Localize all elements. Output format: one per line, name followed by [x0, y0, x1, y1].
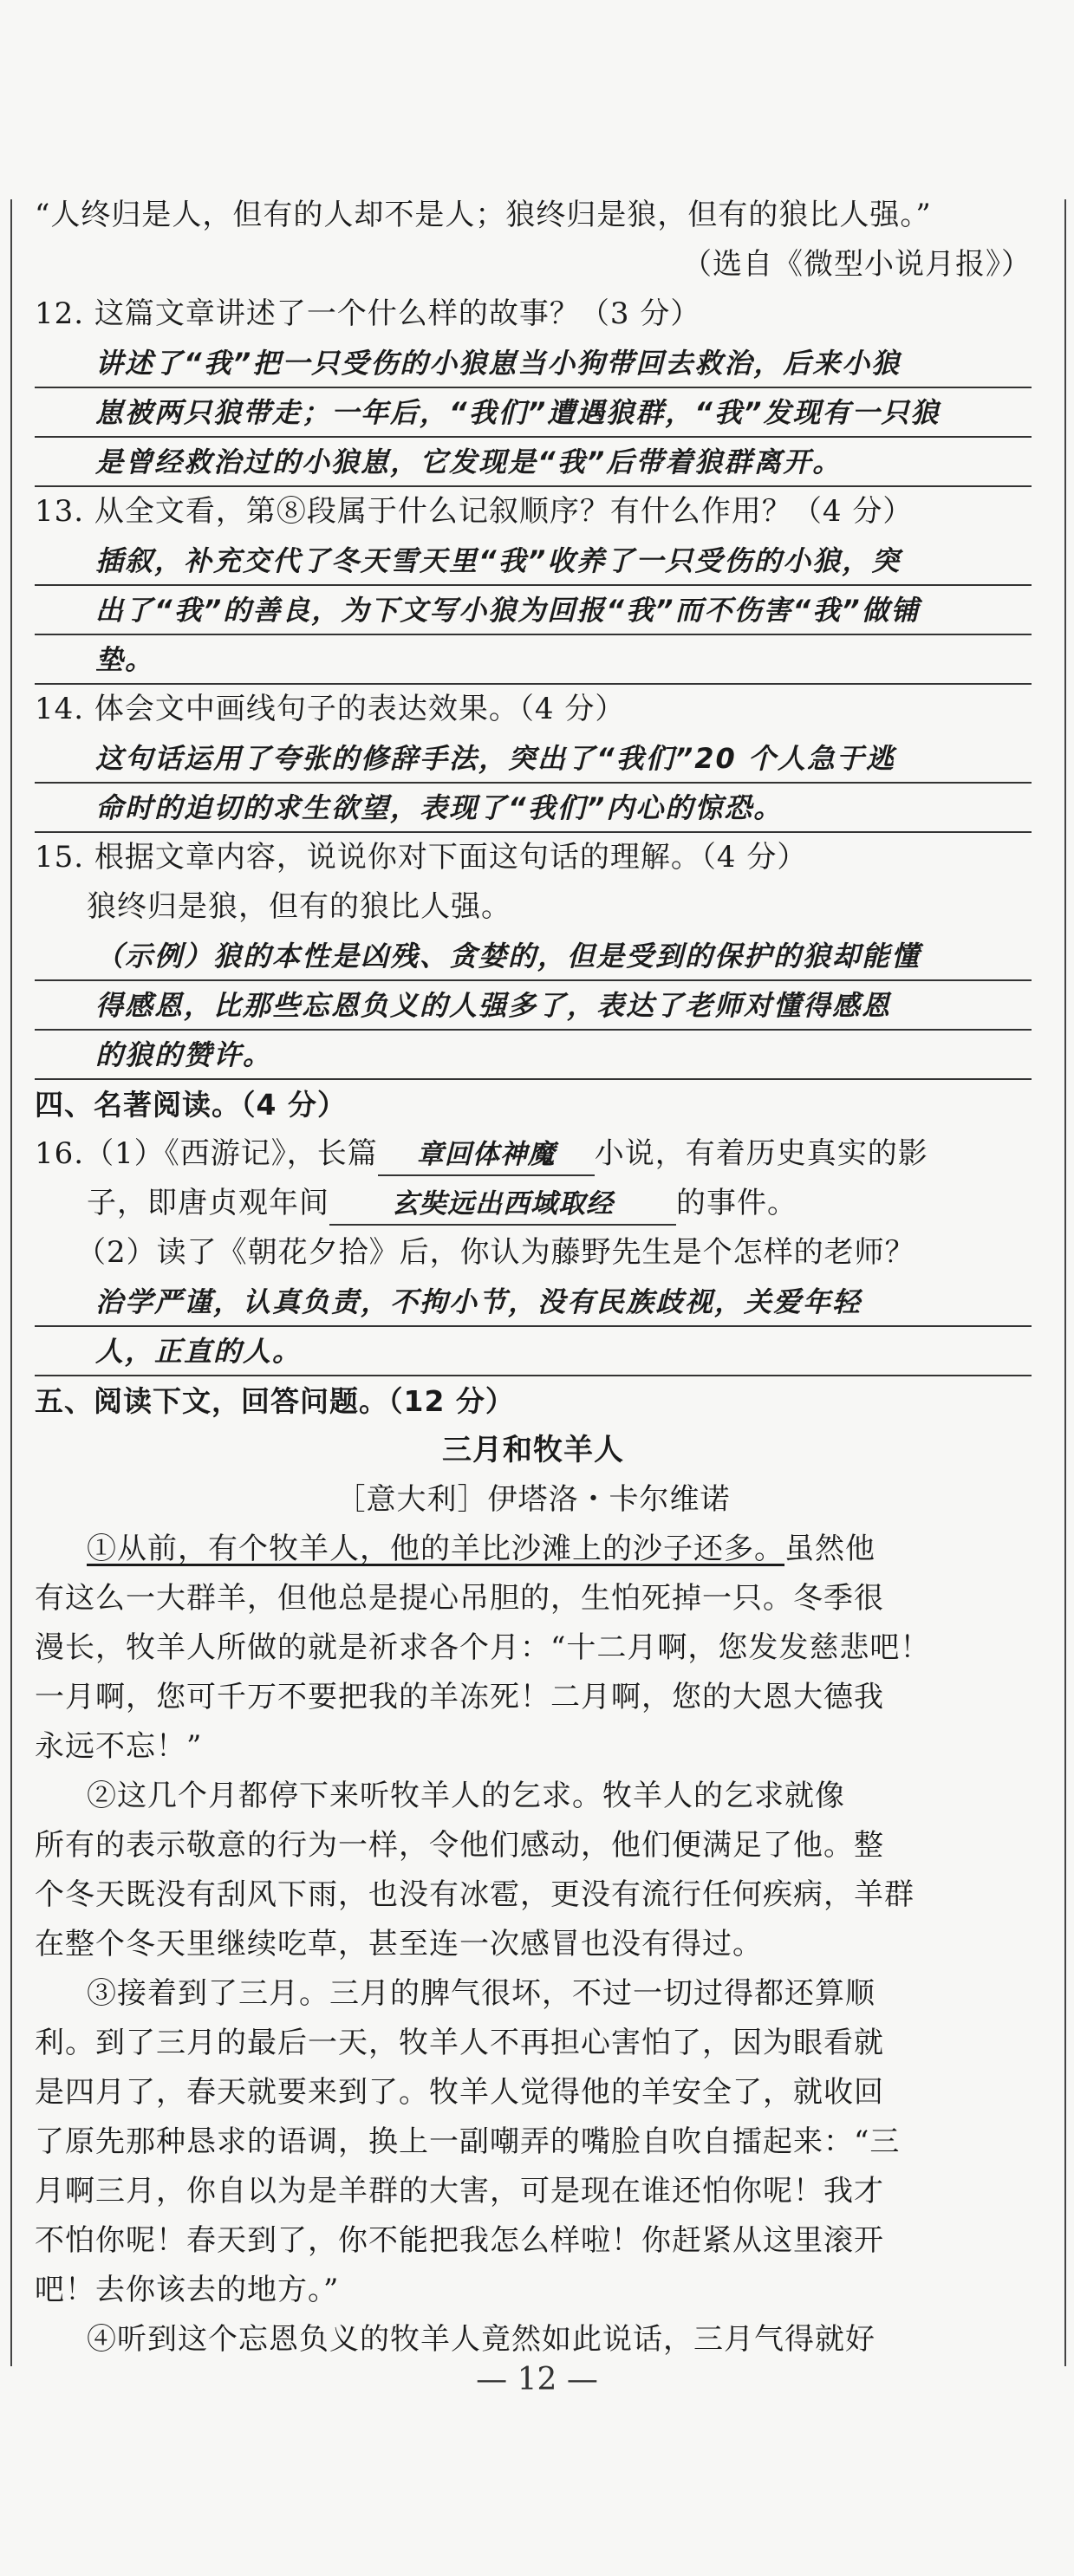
answer-15-line-1: （示例）狼的本性是凶残、贪婪的，但是受到的保护的狼却能懂 — [35, 932, 1032, 981]
answer-14-line-2: 命时的迫切的求生欲望，表现了“我们”内心的惊恐。 — [35, 784, 1032, 833]
answer-16-2-line-1: 治学严谨，认真负责，不拘小节，没有民族歧视，关爱年轻 — [35, 1278, 1032, 1327]
source-line: （选自《微型小说月报》） — [682, 247, 1032, 282]
question-13: 13. 从全文看，第⑧段属于什么记叙顺序？有什么作用？（4 分） — [35, 494, 914, 529]
section-5-heading: 五、阅读下文，回答问题。（12 分） — [35, 1384, 515, 1418]
paragraph-1-line-1 — [35, 1525, 1032, 1574]
answer-12-line-2: 崽被两只狼带走；一年后，“我们”遭遇狼群，“我”发现有一只狼 — [35, 388, 1032, 438]
story-title: 三月和牧羊人 — [442, 1433, 624, 1467]
answer-12-line-3: 是曾经救治过的小狼崽，它发现是“我”后带着狼群离开。 — [35, 438, 1032, 487]
answer-15-line-2: 得感恩，比那些忘恩负义的人强多了，表达了老师对懂得感恩 — [35, 981, 1032, 1031]
underlined-sentence: ①从前，有个牧羊人，他的羊比沙滩上的沙子还多。 — [87, 1532, 784, 1566]
paragraph-3-line-5: 月啊三月，你自以为是羊群的大害，可是现在谁还怕你呢！我才 — [35, 2174, 884, 2208]
question-14: 14. 体会文中画线句子的表达效果。（4 分） — [35, 692, 626, 726]
paragraph-3-line-6: 不怕你呢！春天到了，你不能把我怎么样啦！你赶紧从这里滚开 — [35, 2223, 884, 2258]
right-margin-rule — [1064, 199, 1066, 2366]
answer-12-line-1: 讲述了“我”把一只受伤的小狼崽当小狗带回去救治，后来小狼 — [35, 339, 1032, 388]
question-15: 15. 根据文章内容，说说你对下面这句话的理解。（4 分） — [35, 840, 808, 875]
paragraph-1-line-2: 有这么一大群羊，但他总是提心吊胆的，生怕死掉一只。冬季很 — [35, 1581, 884, 1616]
answer-13-line-3: 垫。 — [35, 635, 1032, 685]
left-margin-rule — [10, 199, 12, 2366]
question-12: 12. 这篇文章讲述了一个什么样的故事？（3 分） — [35, 296, 701, 331]
page-number: — 12 — — [476, 2362, 598, 2397]
answer-16-2-line-2: 人，正直的人。 — [35, 1327, 1032, 1376]
paragraph-4-line-1: ④听到这个忘恩负义的牧羊人竟然如此说话，三月气得就好 — [87, 2322, 875, 2357]
paragraph-3-line-1: ③接着到了三月。三月的脾气很坏，不过一切过得都还算顺 — [87, 1976, 875, 2011]
paragraph-2-line-3: 个冬天既没有刮风下雨，也没有冰雹，更没有流行任何疾病，羊群 — [35, 1877, 915, 1912]
answer-13-line-1: 插叙，补充交代了冬天雪天里“我”收养了一只受伤的小狼，突 — [35, 537, 1032, 586]
answer-15-line-3: 的狼的赞许。 — [35, 1031, 1032, 1080]
paragraph-3-line-2: 利。到了三月的最后一天，牧羊人不再担心害怕了，因为眼看就 — [35, 2026, 884, 2060]
section-4-heading: 四、名著阅读。（4 分） — [35, 1088, 347, 1122]
question-15-quote: 狼终归是狼，但有的狼比人强。 — [87, 889, 511, 924]
paragraph-1-line-4: 一月啊，您可千万不要把我的羊冻死！二月啊，您的大恩大德我 — [35, 1680, 884, 1714]
answer-13-line-2: 出了“我”的善良，为下文写小狼为回报“我”而不伤害“我”做铺 — [35, 586, 1032, 635]
q16-1-text-a: 16.（1）《西游记》，长篇 — [35, 1136, 378, 1171]
question-16-1-line-1 — [35, 1129, 1032, 1179]
paragraph-3-line-3: 是四月了，春天就要来到了。牧羊人觉得他的羊安全了，就收回 — [35, 2075, 884, 2110]
q16-1-fill-answer: 章回体神魔 — [378, 1135, 595, 1176]
question-16-2: （2）读了《朝花夕拾》后，你认为藤野先生是个怎样的老师？ — [76, 1235, 915, 1270]
paragraph-1-line-1-rest: 虽然他 — [784, 1532, 875, 1566]
paragraph-2-line-2: 所有的表示敬意的行为一样，令他们感动，他们便满足了他。整 — [35, 1828, 884, 1863]
q16-1-text-b: 小说，有着历史真实的影 — [594, 1136, 928, 1171]
q16-1-text-d: 的事件。 — [676, 1186, 797, 1220]
quote-line: “人终归是人，但有的人却不是人；狼终归是狼，但有的狼比人强。” — [35, 198, 932, 232]
paragraph-2-line-1: ②这几个月都停下来听牧羊人的乞求。牧羊人的乞求就像 — [87, 1779, 845, 1813]
q16-1-fill-answer-2: 玄奘远出西域取经 — [329, 1184, 676, 1226]
paragraph-1-line-3: 漫长，牧羊人所做的就是祈求各个月：“十二月啊，您发发慈悲吧！ — [35, 1630, 931, 1665]
q16-1-text-c: 子，即唐贞观年间 — [87, 1186, 329, 1220]
answer-14-line-1: 这句话运用了夸张的修辞手法，突出了“我们”20 个人急于逃 — [35, 734, 1032, 784]
paragraph-1-line-5: 永远不忘！” — [35, 1729, 203, 1764]
question-16-1-line-2 — [35, 1179, 1032, 1228]
paragraph-3-line-7: 吧！去你该去的地方。” — [35, 2273, 340, 2307]
paragraph-2-line-4: 在整个冬天里继续吃草，甚至连一次感冒也没有得过。 — [35, 1927, 763, 1961]
paragraph-3-line-4: 了原先那种恳求的语调，换上一副嘲弄的嘴脸自吹自擂起来：“三 — [35, 2124, 901, 2159]
story-author: ［意大利］伊塔洛・卡尔维诺 — [335, 1482, 731, 1517]
page-content — [35, 191, 1032, 2365]
